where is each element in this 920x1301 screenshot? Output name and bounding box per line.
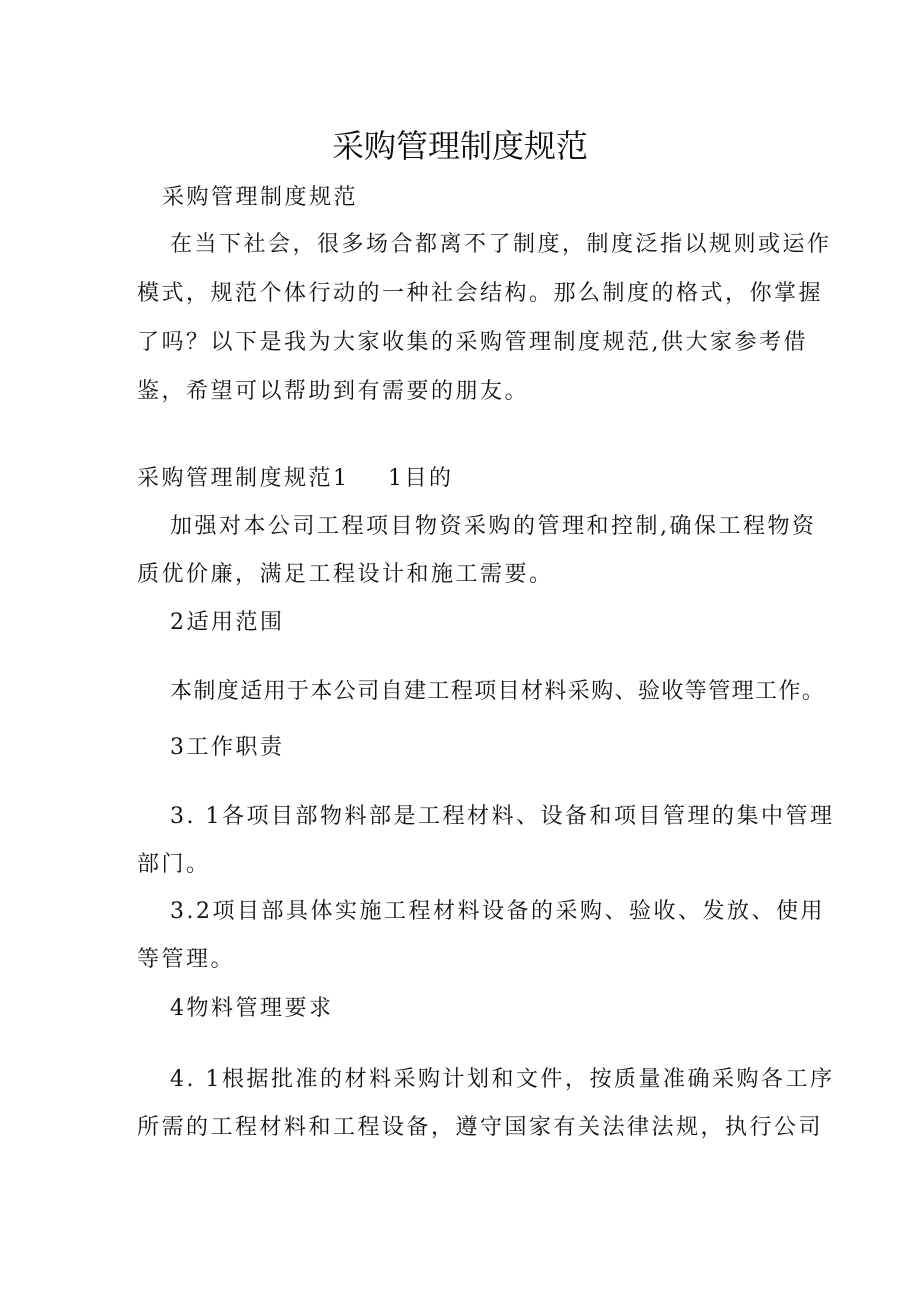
section2-body: 本制度适用于本公司自建工程项目材料采购、验收等管理工作。 [170,679,826,704]
intro-line-2: 模式，规范个体行动的一种社会结构。那么制度的格式，你掌握 [137,281,824,306]
intro-line-4: 鉴，希望可以帮助到有需要的朋友。 [137,379,530,404]
section2-heading: 2适用范围 [170,610,285,635]
section4-item1-line-2: 所需的工程材料和工程设备，遵守国家有关法律法规，执行公司 [137,1115,824,1140]
section3-item1-line-2: 部门。 [137,852,211,877]
section1-body-line-1: 加强对本公司工程项目物资采购的管理和控制,确保工程物资 [170,514,817,539]
section3-item2-line-2: 等管理。 [137,947,236,972]
intro-line-3: 了吗？以下是我为大家收集的采购管理制度规范,供大家参考借 [137,330,808,355]
document-subtitle: 采购管理制度规范 [162,185,359,210]
page-title: 采购管理制度规范 [331,127,588,165]
section1-heading: 采购管理制度规范1 [137,466,350,491]
section1-subheading: 1目的 [388,466,454,491]
section3-item2-line-1: 3.2项目部具体实施工程材料设备的采购、验收、发放、使用 [170,899,825,924]
section1-body-line-2: 质优价廉，满足工程设计和施工需要。 [137,562,554,587]
section4-item1-line-1: 4. 1根据批准的材料采购计划和文件，按质量准确采购各工序 [170,1067,835,1092]
intro-line-1: 在当下社会，很多场合都离不了制度，制度泛指以规则或运作 [170,232,832,257]
section4-heading: 4物料管理要求 [170,996,334,1021]
section3-heading: 3工作职责 [170,735,285,760]
section3-item1-line-1: 3. 1各项目部物料部是工程材料、设备和项目管理的集中管理 [170,804,835,829]
